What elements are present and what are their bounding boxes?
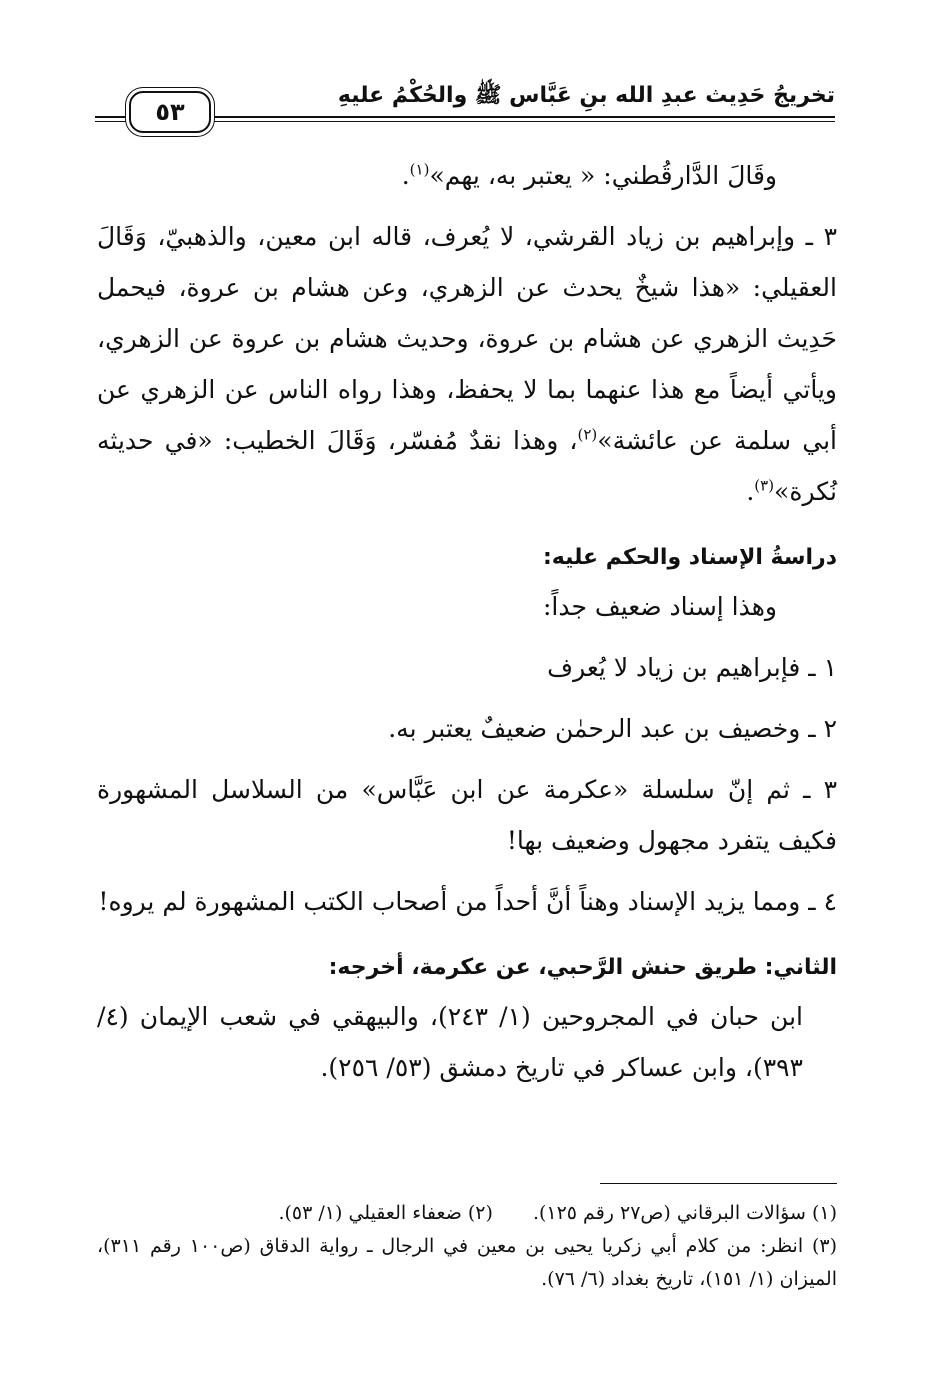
footnote-ref-2: (٢) xyxy=(577,425,598,444)
running-title: تخريجُ حَدِيث عبدِ الله بنِ عَبَّاس ﷺ والحُكْمُ عليهِ xyxy=(337,83,835,108)
paragraph-text: وقَالَ الدَّارقُطني: « يعتبر به، يهم» xyxy=(429,161,777,190)
footnote-line-1 xyxy=(97,1197,837,1230)
paragraph-daraqutni xyxy=(97,150,837,201)
page-number: ٥٣ xyxy=(129,91,211,133)
section-heading-isnad: دراسةُ الإسناد والحكم عليه: xyxy=(542,545,837,570)
paragraph-text-cont: ، وهذا نقدٌ مُفسّر، وَقَالَ الخطيب: «في حديثه نُكرة» xyxy=(97,426,837,506)
section-heading-hanash: الثاني: طريق حنش الرَّحبي، عن عكرمة، أخرجه: xyxy=(328,955,837,980)
paragraph-end: . xyxy=(401,161,410,190)
footnote-separator xyxy=(600,1183,837,1184)
main-text xyxy=(97,150,837,1093)
footnote-ref-3: (٣) xyxy=(754,476,775,495)
footnote-1: (١) سؤالات البرقاني (ص٢٧ رقم ١٢٥). xyxy=(532,1202,837,1224)
footnote-ref-1: (١) xyxy=(409,160,430,179)
paragraph-end: . xyxy=(746,477,755,506)
footnote-2: (٢) ضعفاء العقيلي (١/ ٥٣). xyxy=(278,1202,493,1224)
paragraph-weak-isnad: وهذا إسناد ضعيف جداً: xyxy=(542,592,777,621)
paragraph-text: ٣ ـ وإبراهيم بن زياد القرشي، لا يُعرف، قاله ابن معين، والذهبيّ، وَقَالَ العقيلي: «هذا شيخٌ يحدث عن الزهري، وعن هشام بن عروة، فيحمل حَدِيث الزهري عن هشام بن عروة، وحديث هشام بن عروة عن الزهري، ويأتي أيضاً مع هذا عنهما بما لا يحفظ، وهذا رواه الناس عن الزهري عن أبي سلمة عن عائشة» xyxy=(97,222,838,455)
footnote-3: (٣) انظر: من كلام أبي زكريا يحيى بن معين في الرجال ـ رواية الدقاق (ص١٠٠ رقم ٣١١)، الميزان (١/ ١٥١)، تاريخ بغداد (٦/ ٧٦). xyxy=(97,1235,838,1290)
paragraph-ibrahim xyxy=(97,211,837,517)
list-item-3: ٣ ـ ثم إنّ سلسلة «عكرمة عن ابن عَبَّاس» من السلاسل المشهورة فكيف يتفرد مجهول وضعيف بها! xyxy=(97,775,837,855)
list-item-4: ٤ ـ ومما يزيد الإسناد وهناً أنَّ أحداً من أصحاب الكتب المشهورة لم يروه! xyxy=(98,887,837,916)
footnotes xyxy=(97,1197,837,1296)
list-item-2: ٢ ـ وخصيف بن عبد الرحمٰن ضعيفٌ يعتبر به. xyxy=(388,714,837,743)
page-header xyxy=(95,78,835,128)
paragraph-sources: ابن حبان في المجروحين (١/ ٢٤٣)، والبيهقي في شعب الإيمان (٤/ ٣٩٣)، وابن عساكر في تاريخ دمشق (٥٣/ ٢٥٦). xyxy=(97,1002,803,1082)
list-item-1: ١ ـ فإبراهيم بن زياد لا يُعرف xyxy=(547,653,837,682)
